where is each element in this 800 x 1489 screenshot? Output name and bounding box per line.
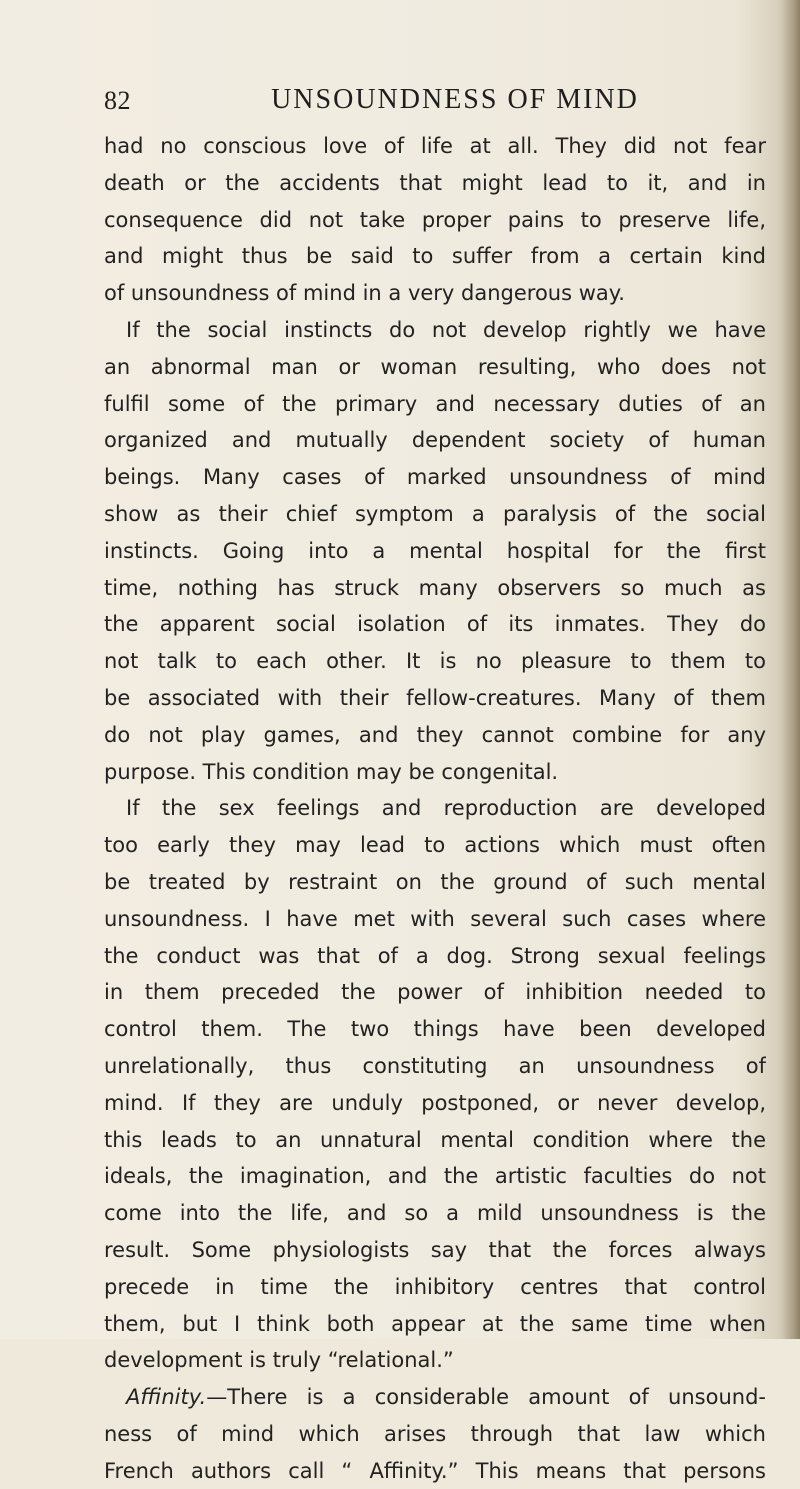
text-line: the conduct was that of a dog. Strong sexual feelings	[104, 943, 766, 968]
text-line: unsoundness. I have met with several such cases where	[104, 906, 766, 931]
affinity-paragraph-start	[104, 1379, 766, 1416]
text-line: be associated with their fellow-creatures. Many of them	[104, 685, 766, 710]
text-line: and might thus be said to suffer from a certain kind	[104, 244, 766, 269]
text-line: ness of mind which arises through that law which	[104, 1421, 766, 1446]
text-line: come into the life, and so a mild unsoundness is the	[104, 1201, 766, 1226]
text-line: control them. The two things have been developed	[104, 1017, 766, 1042]
text-line: instincts. Going into a mental hospital for the first	[104, 538, 766, 563]
text-line: an abnormal man or woman resulting, who does not	[104, 354, 766, 379]
text-line: purpose. This condition may be congenital.	[104, 759, 559, 784]
text-line: beings. Many cases of marked unsoundness of mind	[104, 465, 766, 490]
text-line: them, but I think both appear at the same time when	[104, 1311, 766, 1336]
page-edge-shadow	[782, 0, 800, 1339]
text-line: in them preceded the power of inhibition needed to	[104, 980, 766, 1005]
text-line: too early they may lead to actions which must often	[104, 833, 766, 858]
text-line: death or the accidents that might lead to it, and in	[104, 170, 766, 195]
text-line: consequence did not take proper pains to preserve life,	[104, 207, 766, 232]
text-line: mind. If they are unduly postponed, or never develop,	[104, 1090, 766, 1115]
text-line: If the sex feelings and reproduction are developed	[126, 796, 766, 821]
body-text	[104, 128, 766, 1489]
text-line: this leads to an unnatural mental condition where the	[104, 1127, 766, 1152]
affinity-heading: Affinity.	[126, 1385, 207, 1410]
text-line: fulfil some of the primary and necessary duties of an	[104, 391, 766, 416]
text-line: had no conscious love of life at all. They did not fear	[104, 134, 766, 158]
text-line: do not play games, and they cannot combine for any	[104, 722, 766, 747]
text-line: of unsoundness of mind in a very dangerous way.	[104, 281, 625, 306]
text-line: time, nothing has struck many observers so much as	[104, 575, 766, 600]
text-line: ideals, the imagination, and the artistic faculties do not	[104, 1164, 766, 1189]
running-head: UNSOUNDNESS OF MIND	[271, 84, 639, 115]
text-line: precede in time the inhibitory centres that control	[104, 1274, 766, 1299]
page-header	[104, 84, 766, 120]
text-line: French authors call “ Affinity.” This means that persons	[104, 1458, 766, 1483]
text-line: organized and mutually dependent society of human	[104, 428, 766, 453]
text-line: unrelationally, thus constituting an unsoundness of	[104, 1053, 766, 1078]
affinity-lead-text: —There is a considerable amount of unsound-	[206, 1385, 766, 1410]
text-line: the apparent social isolation of its inmates. They do	[104, 612, 766, 637]
text-line: be treated by restraint on the ground of such mental	[104, 869, 766, 894]
page-number: 82	[104, 86, 131, 115]
text-line: not talk to each other. It is no pleasure to them to	[104, 649, 766, 674]
text-line: result. Some physiologists say that the forces always	[104, 1237, 766, 1262]
text-line: If the social instincts do not develop rightly we have	[126, 317, 766, 342]
text-line: development is truly “relational.”	[104, 1348, 454, 1373]
text-line: show as their chief symptom a paralysis of the social	[104, 501, 766, 526]
